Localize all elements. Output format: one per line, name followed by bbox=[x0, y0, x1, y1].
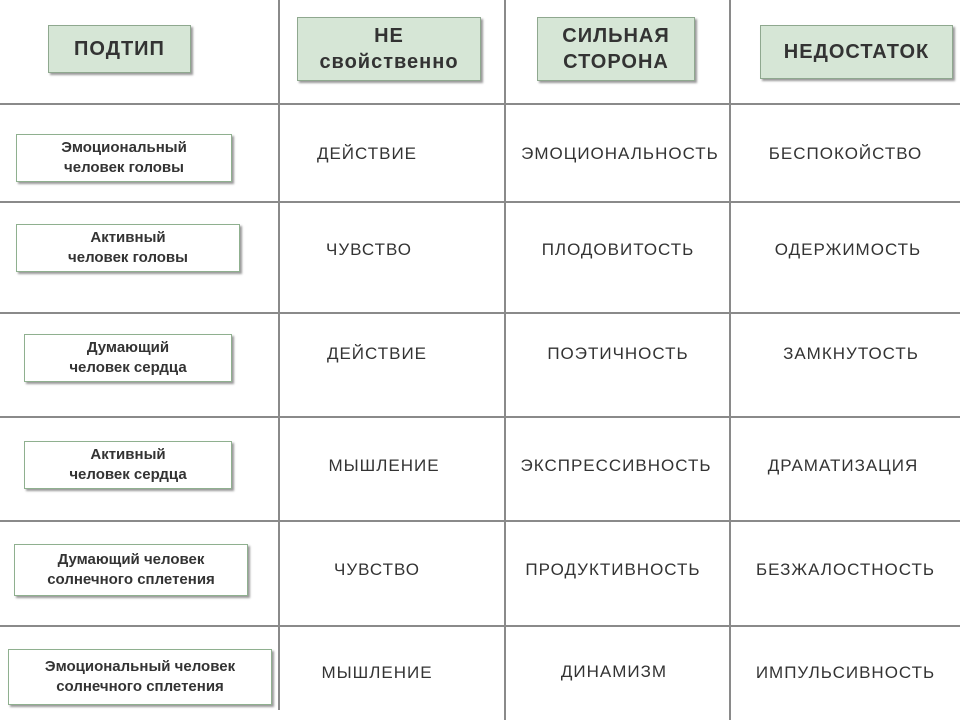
row-divider bbox=[0, 416, 960, 418]
strength-cell: ПОЭТИЧНОСТЬ bbox=[547, 344, 689, 363]
subtype-label: Эмоциональный человек головы bbox=[16, 134, 232, 182]
strength-cell: ЭКСПРЕССИВНОСТЬ bbox=[520, 456, 712, 475]
strength-cell: ПРОДУКТИВНОСТЬ bbox=[525, 560, 701, 579]
subtype-label: Эмоциональный человек солнечного сплетения bbox=[8, 649, 272, 705]
subtype-label: Активный человек сердца bbox=[24, 441, 232, 489]
row-divider bbox=[0, 312, 960, 314]
not-typical-cell: МЫШЛЕНИЕ bbox=[321, 663, 433, 682]
weakness-cell: ЗАМКНУТОСТЬ bbox=[783, 344, 919, 363]
not-typical-cell: ДЕЙСТВИЕ bbox=[316, 144, 418, 163]
weakness-cell: ИМПУЛЬСИВНОСТЬ bbox=[755, 663, 936, 682]
header-strength: СИЛЬНАЯ СТОРОНА bbox=[537, 17, 695, 81]
subtype-label: Активный человек головы bbox=[16, 224, 240, 272]
subtype-label: Думающий человек сердца bbox=[24, 334, 232, 382]
strength-cell: ДИНАМИЗМ bbox=[560, 662, 668, 681]
weakness-cell: ДРАМАТИЗАЦИЯ bbox=[767, 456, 919, 475]
row-divider bbox=[0, 103, 960, 105]
not-typical-cell: ДЕЙСТВИЕ bbox=[326, 344, 428, 363]
weakness-cell: ОДЕРЖИМОСТЬ bbox=[774, 240, 922, 259]
not-typical-cell: МЫШЛЕНИЕ bbox=[328, 456, 440, 475]
not-typical-cell: ЧУВСТВО bbox=[334, 560, 420, 579]
weakness-cell: БЕЗЖАЛОСТНОСТЬ bbox=[755, 560, 936, 579]
row-divider bbox=[0, 201, 960, 203]
row-divider bbox=[0, 625, 960, 627]
strength-cell: ЭМОЦИОНАЛЬНОСТЬ bbox=[521, 144, 719, 163]
header-weakness: НЕДОСТАТОК bbox=[760, 25, 953, 79]
strength-cell: ПЛОДОВИТОСТЬ bbox=[541, 240, 695, 259]
weakness-cell: БЕСПОКОЙСТВО bbox=[768, 144, 923, 163]
not-typical-cell: ЧУВСТВО bbox=[326, 240, 412, 259]
row-divider bbox=[0, 520, 960, 522]
subtype-label: Думающий человек солнечного сплетения bbox=[14, 544, 248, 596]
header-subtype: ПОДТИП bbox=[48, 25, 191, 73]
header-not-typical: НЕ свойственно bbox=[297, 17, 481, 81]
